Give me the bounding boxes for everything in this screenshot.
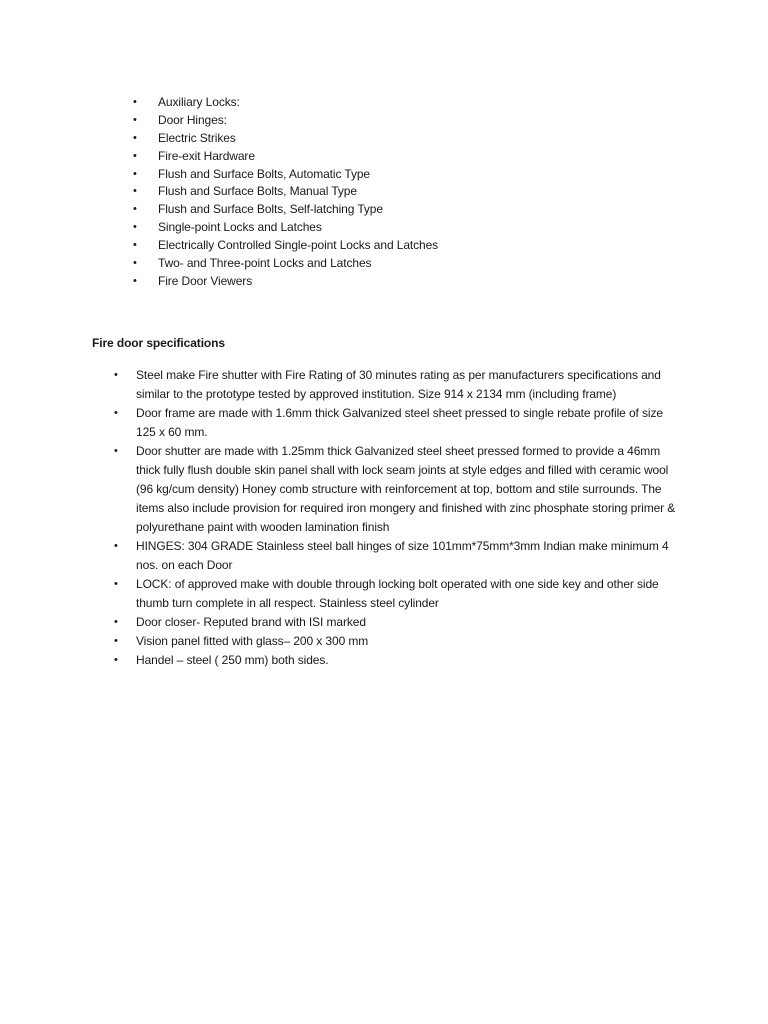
list-item-text: Door frame are made with 1.6mm thick Galvanized steel sheet pressed to single rebate profile of size 125 x 60 mm. xyxy=(136,406,663,439)
specs-list xyxy=(114,366,681,670)
list-item xyxy=(114,651,681,670)
bullet-icon: • xyxy=(133,167,137,180)
list-item-text: Single-point Locks and Latches xyxy=(158,220,322,235)
bullet-icon: • xyxy=(114,407,118,419)
list-item xyxy=(133,148,718,166)
bullet-icon: • xyxy=(133,221,137,234)
hardware-list xyxy=(133,94,718,291)
list-item-text: Two- and Three-point Locks and Latches xyxy=(158,256,372,271)
list-item-text: Auxiliary Locks: xyxy=(158,95,240,109)
bullet-icon: • xyxy=(133,203,137,216)
list-item-text: Electrically Controlled Single-point Locks and Latches xyxy=(158,238,439,253)
list-item xyxy=(133,219,718,237)
list-item xyxy=(133,94,718,112)
bullet-icon: • xyxy=(133,113,137,126)
bullet-icon: • xyxy=(133,274,137,287)
bullet-icon: • xyxy=(114,540,118,552)
list-item xyxy=(114,613,681,632)
bullet-icon: • xyxy=(114,445,118,457)
list-item xyxy=(133,166,718,184)
list-item xyxy=(133,183,718,201)
list-item xyxy=(114,404,681,442)
bullet-icon: • xyxy=(133,185,137,198)
list-item xyxy=(114,366,681,404)
list-item-text: HINGES: 304 GRADE Stainless steel ball hinges of size 101mm*75mm*3mm Indian make minimum 4 nos. on each Door xyxy=(136,539,669,572)
list-item xyxy=(114,537,681,575)
list-item xyxy=(114,575,681,613)
list-item xyxy=(133,130,718,148)
list-item xyxy=(114,632,681,651)
list-item-text: Electric Strikes xyxy=(158,130,236,145)
bullet-icon: • xyxy=(133,239,137,252)
list-item xyxy=(133,112,718,130)
list-item-text: Handel – steel ( 250 mm) both sides. xyxy=(136,653,329,667)
bullet-icon: • xyxy=(114,654,118,666)
bullet-icon: • xyxy=(114,578,118,590)
list-item xyxy=(133,255,718,273)
bullet-icon: • xyxy=(114,616,118,628)
bullet-icon: • xyxy=(133,96,137,108)
list-item-text: LOCK: of approved make with double through locking bolt operated with one side key and other side thumb turn complete in all respect. Stainless steel cylinder xyxy=(136,577,659,610)
bullet-icon: • xyxy=(114,635,118,647)
list-item-text: Steel make Fire shutter with Fire Rating of 30 minutes rating as per manufacturers specifications and similar to the prototype tested by approved institution. Size 914 x 2134 mm (including frame) xyxy=(136,368,661,401)
list-item xyxy=(133,273,718,291)
list-item-text: Fire Door Viewers xyxy=(158,273,253,288)
bullet-icon: • xyxy=(133,257,137,270)
list-item-text: Door Hinges: xyxy=(158,112,227,127)
list-item xyxy=(114,442,681,537)
bullet-icon: • xyxy=(114,369,118,381)
list-item-text: Door closer- Reputed brand with ISI marked xyxy=(136,615,366,629)
section-heading: Fire door specifications xyxy=(92,336,225,350)
bullet-icon: • xyxy=(133,149,137,162)
list-item xyxy=(133,201,718,219)
list-item-text: Flush and Surface Bolts, Automatic Type xyxy=(158,166,370,181)
list-item xyxy=(133,237,718,255)
list-item-text: Vision panel fitted with glass– 200 x 300 mm xyxy=(136,634,369,648)
list-item-text: Flush and Surface Bolts, Self-latching Type xyxy=(158,202,383,217)
list-item-text: Fire-exit Hardware xyxy=(158,148,255,163)
bullet-icon: • xyxy=(133,131,137,144)
list-item-text: Door shutter are made with 1.25mm thick Galvanized steel sheet pressed formed to provide a 46mm thick fully flush double skin panel shall with lock seam joints at style edges and filled with ceramic wool (96 kg/cum density) Honey comb structure with reinforcement at top, bottom and stile surrounds. The items also include provision for required iron mongery and finished with zinc phosphate storing primer & polyurethane paint with wooden lamination finish xyxy=(136,444,676,534)
list-item-text: Flush and Surface Bolts, Manual Type xyxy=(158,184,357,199)
